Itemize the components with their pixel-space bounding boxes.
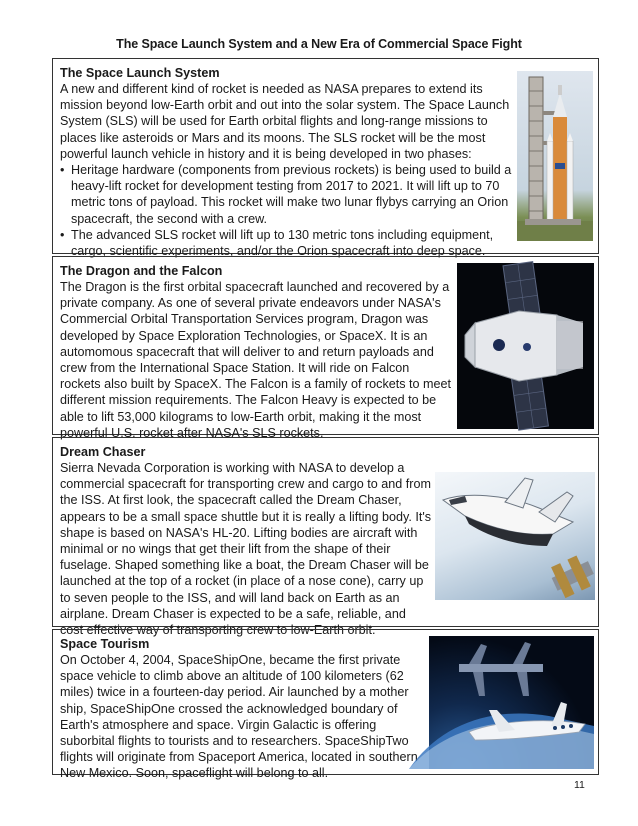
- page-title: The Space Launch System and a New Era of Commercial Space Fight: [116, 37, 522, 51]
- spaceshiptwo-image: [429, 636, 594, 769]
- tourism-body: On October 4, 2004, SpaceShipOne, became the first private space vehicle to climb above an altitude of 100 kilometers (62 miles) twice in a fourteen-day period. Air launched by a mother ship, SpaceShipOne crossed the acknowledged boundary of Earth's atmosphere and space. Virgin Galactic is offering suborbital flights to tourists and to researchers. SpaceShipTwo flights will originate from Spaceport America, located in southern New Mexico. Soon, spaceflight will belong to all.: [60, 653, 418, 781]
- dreamchaser-text: [60, 444, 432, 638]
- dragon-body: The Dragon is the first orbital spacecraft launched and recovered by a private company. As one of several private endeavors under NASA's Commercial Orbital Transportation Services program, Dragon was developed by Space Exploration Technologies, or SpaceX. It is an automomous spacecraft that will deliver to and return payloads and crew from the International Space Station. It will ride on Falcon rockets also built by SpaceX. The Falcon is a family of rockets to meet different mission requirements. The Falcon Heavy is expected to be able to lift 53,000 kilograms to low-Earth orbit, making it the most powerful U.S. rocket after NASA's SLS rockets.: [60, 280, 452, 440]
- sls-bullet: • Heritage hardware (components from previous rockets) is being used to build a heavy-lift rocket for development testing from 2017 to 2021. It will lift up to 70 metric tons of payload. This rocket will make two lunar flybys carrying an Orion spacecraft, the second with a crew.: [60, 162, 512, 227]
- sls-heading: The Space Launch System: [60, 66, 220, 80]
- sls-text: [60, 65, 512, 259]
- section-space-tourism: [52, 629, 599, 781]
- sls-bullet-list: [60, 162, 512, 259]
- dream-chaser-image: [435, 472, 595, 600]
- dragon-heading: The Dragon and the Falcon: [60, 264, 223, 278]
- dragon-text: [60, 263, 452, 441]
- sls-rocket-image: [517, 71, 593, 241]
- tourism-text: [60, 636, 428, 782]
- section-dream-chaser: [52, 437, 599, 638]
- tourism-heading: Space Tourism: [60, 637, 150, 651]
- dragon-capsule-image: [457, 263, 594, 429]
- sls-body: A new and different kind of rocket is needed as NASA prepares to extend its mission beyond low-Earth orbit and out into the solar system. The Space Launch System (SLS) will be used for Earth orbital flights and long-range missions to places like asteroids or Mars and its moons. The SLS rocket will be the most powerful launch vehicle in history and it is being developed in two phases:: [60, 82, 510, 161]
- section-sls: [52, 58, 599, 259]
- dreamchaser-heading: Dream Chaser: [60, 445, 146, 459]
- dreamchaser-body: Sierra Nevada Corporation is working with NASA to develop a commercial spacecraft for transporting crew and cargo to and from the ISS. At first look, the spacecraft called the Dream Chaser, appears to be a small space shuttle but it is really a lifting body. It's shape is based on NASA's HL-20. Lifting bodies are aircraft with minimal or no wings that get their lift from the shape of their fuselage. Shaped something like a boat, the Dream Chaser will be launched at the top of a rocket (in place of a nose cone), carry up to seven people to the ISS, and will land back on Earth as an airplane. Dream Chaser is expected to be a safe, reliable, and cost effective way of transporting crew to low-Earth orbit.: [60, 461, 432, 638]
- sls-bullet: • The advanced SLS rocket will lift up to 130 metric tons including equipment, cargo, scientific experiments, and/or the Orion spacecraft into deep space.: [60, 227, 512, 259]
- page-number: 11: [574, 779, 585, 791]
- section-dragon: [52, 256, 599, 440]
